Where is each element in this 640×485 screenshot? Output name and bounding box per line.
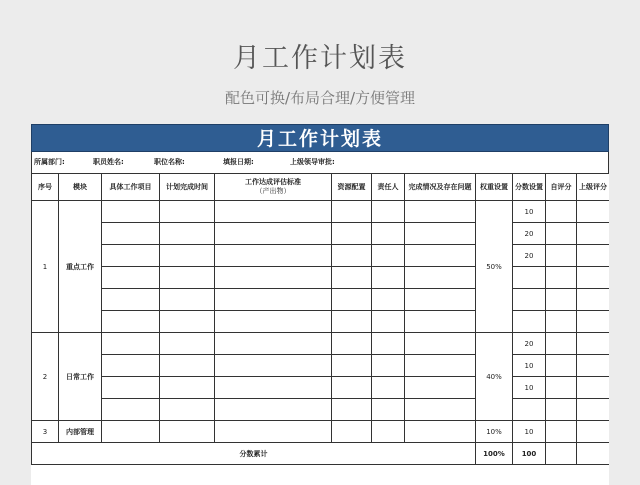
status-cell[interactable] [405,223,476,245]
score-cell[interactable]: 10 [513,355,546,377]
header-standard-line2: （产出物） [255,187,291,195]
boss-score-cell[interactable] [577,355,610,377]
self-score-cell[interactable] [546,289,577,311]
owner-cell[interactable] [372,399,405,421]
header-score-setting: 分数设置 [513,174,546,201]
standard-cell[interactable] [215,311,332,333]
boss-score-cell[interactable] [577,223,610,245]
resource-cell[interactable] [332,333,372,355]
group-weight: 10% [476,421,513,443]
page-subtitle: 配色可换/布局合理/方便管理 [224,89,416,107]
time-cell[interactable] [160,399,215,421]
time-cell[interactable] [160,421,215,443]
self-score-cell[interactable] [546,267,577,289]
time-cell[interactable] [160,245,215,267]
owner-cell[interactable] [372,289,405,311]
header-status: 完成情况及存在问题 [405,174,476,201]
total-row [32,443,610,465]
group-seq: 1 [32,201,59,333]
self-score-cell[interactable] [546,399,577,421]
resource-cell[interactable] [332,377,372,399]
header-plan-time: 计划完成时间 [160,174,215,201]
header-owner: 责任人 [372,174,405,201]
standard-cell[interactable] [215,377,332,399]
total-label: 分数累计 [32,443,476,465]
time-cell[interactable] [160,355,215,377]
item-cell[interactable] [102,377,160,399]
item-cell[interactable] [102,333,160,355]
item-cell[interactable] [102,289,160,311]
time-cell[interactable] [160,267,215,289]
status-cell[interactable] [405,333,476,355]
status-cell[interactable] [405,355,476,377]
header-resources: 资源配置 [332,174,372,201]
resource-cell[interactable] [332,245,372,267]
owner-cell[interactable] [372,245,405,267]
table-row [32,421,610,443]
boss-score-cell[interactable] [577,421,610,443]
owner-cell[interactable] [372,355,405,377]
resource-cell[interactable] [332,399,372,421]
table-row [32,245,610,267]
score-cell[interactable] [513,267,546,289]
item-cell[interactable] [102,267,160,289]
resource-cell[interactable] [332,421,372,443]
standard-cell[interactable] [215,333,332,355]
score-cell[interactable]: 20 [513,223,546,245]
table-row [32,355,610,377]
score-cell[interactable] [513,289,546,311]
score-cell[interactable]: 10 [513,201,546,223]
score-cell[interactable] [513,311,546,333]
boss-score-cell[interactable] [577,333,610,355]
boss-score-cell[interactable] [577,399,610,421]
plan-table [31,173,609,465]
boss-score-cell[interactable] [577,201,610,223]
total-score: 100 [513,443,546,465]
total-self-score[interactable] [546,443,577,465]
header-row [32,174,610,201]
group-seq: 2 [32,333,59,421]
owner-cell[interactable] [372,421,405,443]
status-cell[interactable] [405,201,476,223]
resource-cell[interactable] [332,223,372,245]
status-cell[interactable] [405,399,476,421]
header-standard [215,174,332,201]
total-weight: 100% [476,443,513,465]
table-row [32,223,610,245]
owner-cell[interactable] [372,333,405,355]
standard-cell[interactable] [215,421,332,443]
resource-cell[interactable] [332,201,372,223]
status-cell[interactable] [405,421,476,443]
boss-score-cell[interactable] [577,267,610,289]
resource-cell[interactable] [332,289,372,311]
standard-cell[interactable] [215,355,332,377]
table-row [32,333,610,355]
header-module: 模块 [59,174,102,201]
self-score-cell[interactable] [546,355,577,377]
header-standard-line1: 工作达成评估标准 [245,178,301,186]
resource-cell[interactable] [332,311,372,333]
date-label: 填报日期: [223,158,254,166]
header-seq: 序号 [32,174,59,201]
score-cell[interactable]: 20 [513,245,546,267]
status-cell[interactable] [405,289,476,311]
group-seq: 3 [32,421,59,443]
standard-cell[interactable] [215,267,332,289]
header-boss-score: 上级评分 [577,174,610,201]
info-row [31,152,609,173]
header-self-score: 自评分 [546,174,577,201]
time-cell[interactable] [160,377,215,399]
status-cell[interactable] [405,311,476,333]
total-boss-score[interactable] [577,443,610,465]
table-row [32,289,610,311]
self-score-cell[interactable] [546,311,577,333]
owner-cell[interactable] [372,201,405,223]
table-row [32,311,610,333]
boss-score-cell[interactable] [577,311,610,333]
time-cell[interactable] [160,289,215,311]
score-cell[interactable]: 10 [513,421,546,443]
self-score-cell[interactable] [546,201,577,223]
item-cell[interactable] [102,399,160,421]
self-score-cell[interactable] [546,421,577,443]
group-weight: 50% [476,201,513,333]
status-cell[interactable] [405,245,476,267]
standard-cell[interactable] [215,289,332,311]
time-cell[interactable] [160,201,215,223]
time-cell[interactable] [160,333,215,355]
group-weight: 40% [476,333,513,421]
approval-label: 上级领导审批: [290,158,335,166]
resource-cell[interactable] [332,267,372,289]
item-cell[interactable] [102,311,160,333]
standard-cell[interactable] [215,223,332,245]
score-cell[interactable]: 20 [513,333,546,355]
sheet-banner-title: 月工作计划表 [31,124,609,152]
item-cell[interactable] [102,421,160,443]
name-label: 职员姓名: [93,158,124,166]
resource-cell[interactable] [332,355,372,377]
boss-score-cell[interactable] [577,377,610,399]
standard-cell[interactable] [215,201,332,223]
status-cell[interactable] [405,377,476,399]
page-title: 月工作计划表 [233,43,407,74]
group-module: 内部管理 [59,421,102,443]
item-cell[interactable] [102,201,160,223]
boss-score-cell[interactable] [577,289,610,311]
time-cell[interactable] [160,223,215,245]
header-weight: 权重设置 [476,174,513,201]
self-score-cell[interactable] [546,223,577,245]
item-cell[interactable] [102,355,160,377]
dept-label: 所属部门: [34,158,65,166]
time-cell[interactable] [160,311,215,333]
position-label: 职位名称: [154,158,185,166]
standard-cell[interactable] [215,399,332,421]
plan-sheet [31,124,609,485]
score-cell[interactable]: 10 [513,377,546,399]
status-cell[interactable] [405,267,476,289]
score-cell[interactable] [513,399,546,421]
self-score-cell[interactable] [546,377,577,399]
table-row [32,267,610,289]
self-score-cell[interactable] [546,245,577,267]
self-score-cell[interactable] [546,333,577,355]
group-module: 重点工作 [59,201,102,333]
owner-cell[interactable] [372,267,405,289]
group-module: 日常工作 [59,333,102,421]
table-row [32,201,610,223]
item-cell[interactable] [102,223,160,245]
header-item: 具体工作项目 [102,174,160,201]
item-cell[interactable] [102,245,160,267]
owner-cell[interactable] [372,311,405,333]
owner-cell[interactable] [372,223,405,245]
table-row [32,377,610,399]
table-row [32,399,610,421]
owner-cell[interactable] [372,377,405,399]
boss-score-cell[interactable] [577,245,610,267]
standard-cell[interactable] [215,245,332,267]
